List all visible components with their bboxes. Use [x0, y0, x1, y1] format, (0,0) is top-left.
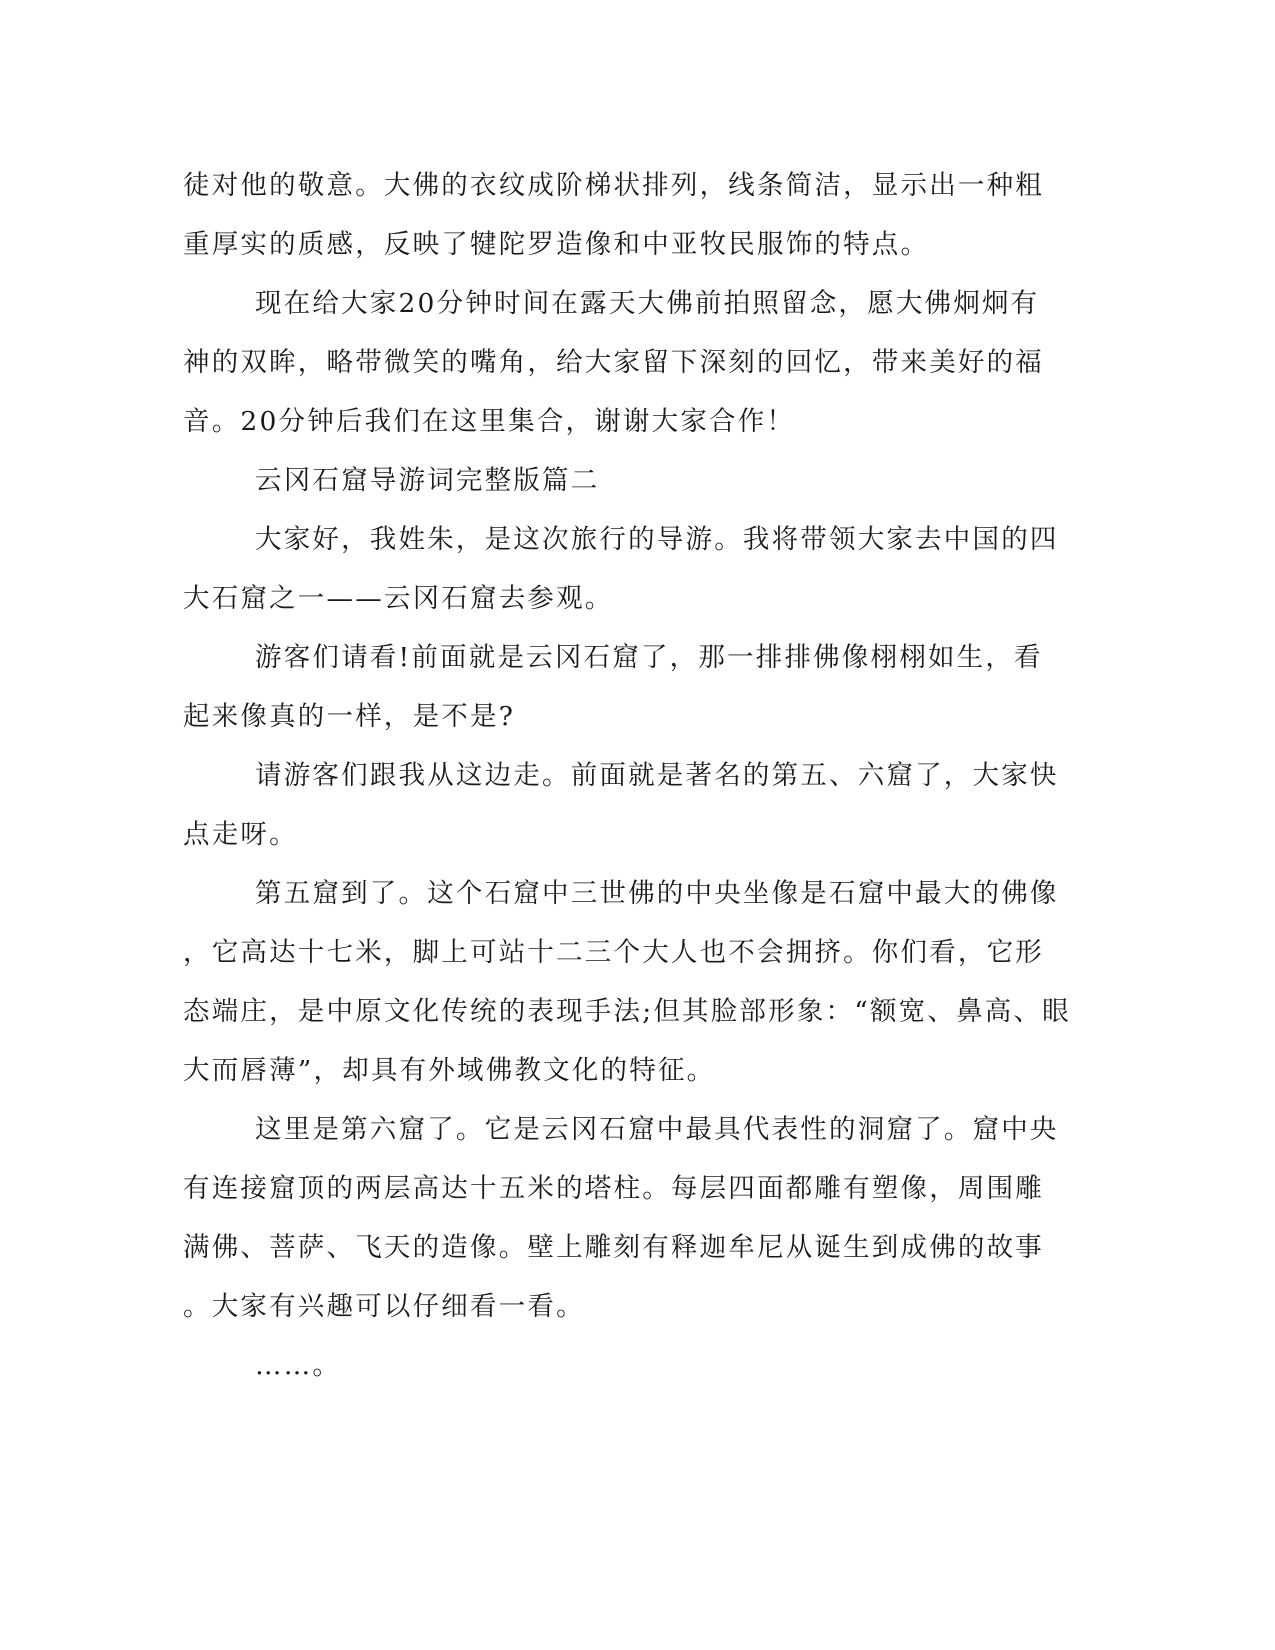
paragraph-line: 现在给大家20分钟时间在露天大佛前拍照留念，愿大佛炯炯有 — [255, 288, 1040, 319]
paragraph-3 — [183, 510, 1059, 628]
paragraph-2 — [183, 274, 1044, 451]
paragraph-line: 重厚实的质感，反映了犍陀罗造像和中亚牧民服饰的特点。 — [183, 229, 930, 260]
paragraph-5 — [183, 746, 1059, 864]
document-body — [183, 156, 1071, 1395]
paragraph-6 — [183, 864, 1071, 1100]
paragraph-line: 。大家有兴趣可以仔细看一看。 — [183, 1291, 585, 1322]
paragraph-1 — [183, 156, 1044, 274]
paragraph-line: 大而唇薄”，却具有外域佛教文化的特征。 — [183, 1055, 716, 1086]
paragraph-line: 满佛、菩萨、飞天的造像。壁上雕刻有释迦牟尼从诞生到成佛的故事 — [183, 1232, 1044, 1263]
paragraph-line: 态端庄，是中原文化传统的表现手法;但其脸部形象：“额宽、鼻高、眼 — [183, 996, 1071, 1027]
paragraph-4 — [183, 628, 1043, 746]
paragraph-line: 请游客们跟我从这边走。前面就是著名的第五、六窟了，大家快 — [255, 760, 1059, 791]
paragraph-line: 大家好，我姓朱，是这次旅行的导游。我将带领大家去中国的四 — [255, 524, 1059, 555]
paragraph-line: 这里是第六窟了。它是云冈石窟中最具代表性的洞窟了。窟中央 — [255, 1114, 1059, 1145]
section-heading — [183, 451, 1033, 510]
paragraph-7 — [183, 1100, 1059, 1336]
paragraph-line: 徒对他的敬意。大佛的衣纹成阶梯状排列，线条简洁，显示出一种粗 — [183, 170, 1044, 201]
paragraph-line: 游客们请看!前面就是云冈石窟了，那一排排佛像栩栩如生，看 — [255, 642, 1043, 673]
ellipsis-text: ……。 — [255, 1350, 342, 1381]
paragraph-line: ，它高达十七米，脚上可站十二三个大人也不会拥挤。你们看，它形 — [183, 937, 1044, 968]
paragraph-line: 点走呀。 — [183, 819, 298, 850]
paragraph-line: 音。20分钟后我们在这里集合，谢谢大家合作！ — [183, 406, 796, 437]
paragraph-ellipsis — [183, 1336, 1033, 1395]
paragraph-line: 神的双眸，略带微笑的嘴角，给大家留下深刻的回忆，带来美好的福 — [183, 347, 1044, 378]
paragraph-line: 有连接窟顶的两层高达十五米的塔柱。每层四面都雕有塑像，周围雕 — [183, 1173, 1044, 1204]
paragraph-line: 第五窟到了。这个石窟中三世佛的中央坐像是石窟中最大的佛像 — [255, 878, 1059, 909]
paragraph-line: 大石窟之一——云冈石窟去参观。 — [183, 583, 614, 614]
section-heading-text: 云冈石窟导游词完整版篇二 — [255, 465, 600, 496]
paragraph-line: 起来像真的一样，是不是? — [183, 701, 516, 732]
